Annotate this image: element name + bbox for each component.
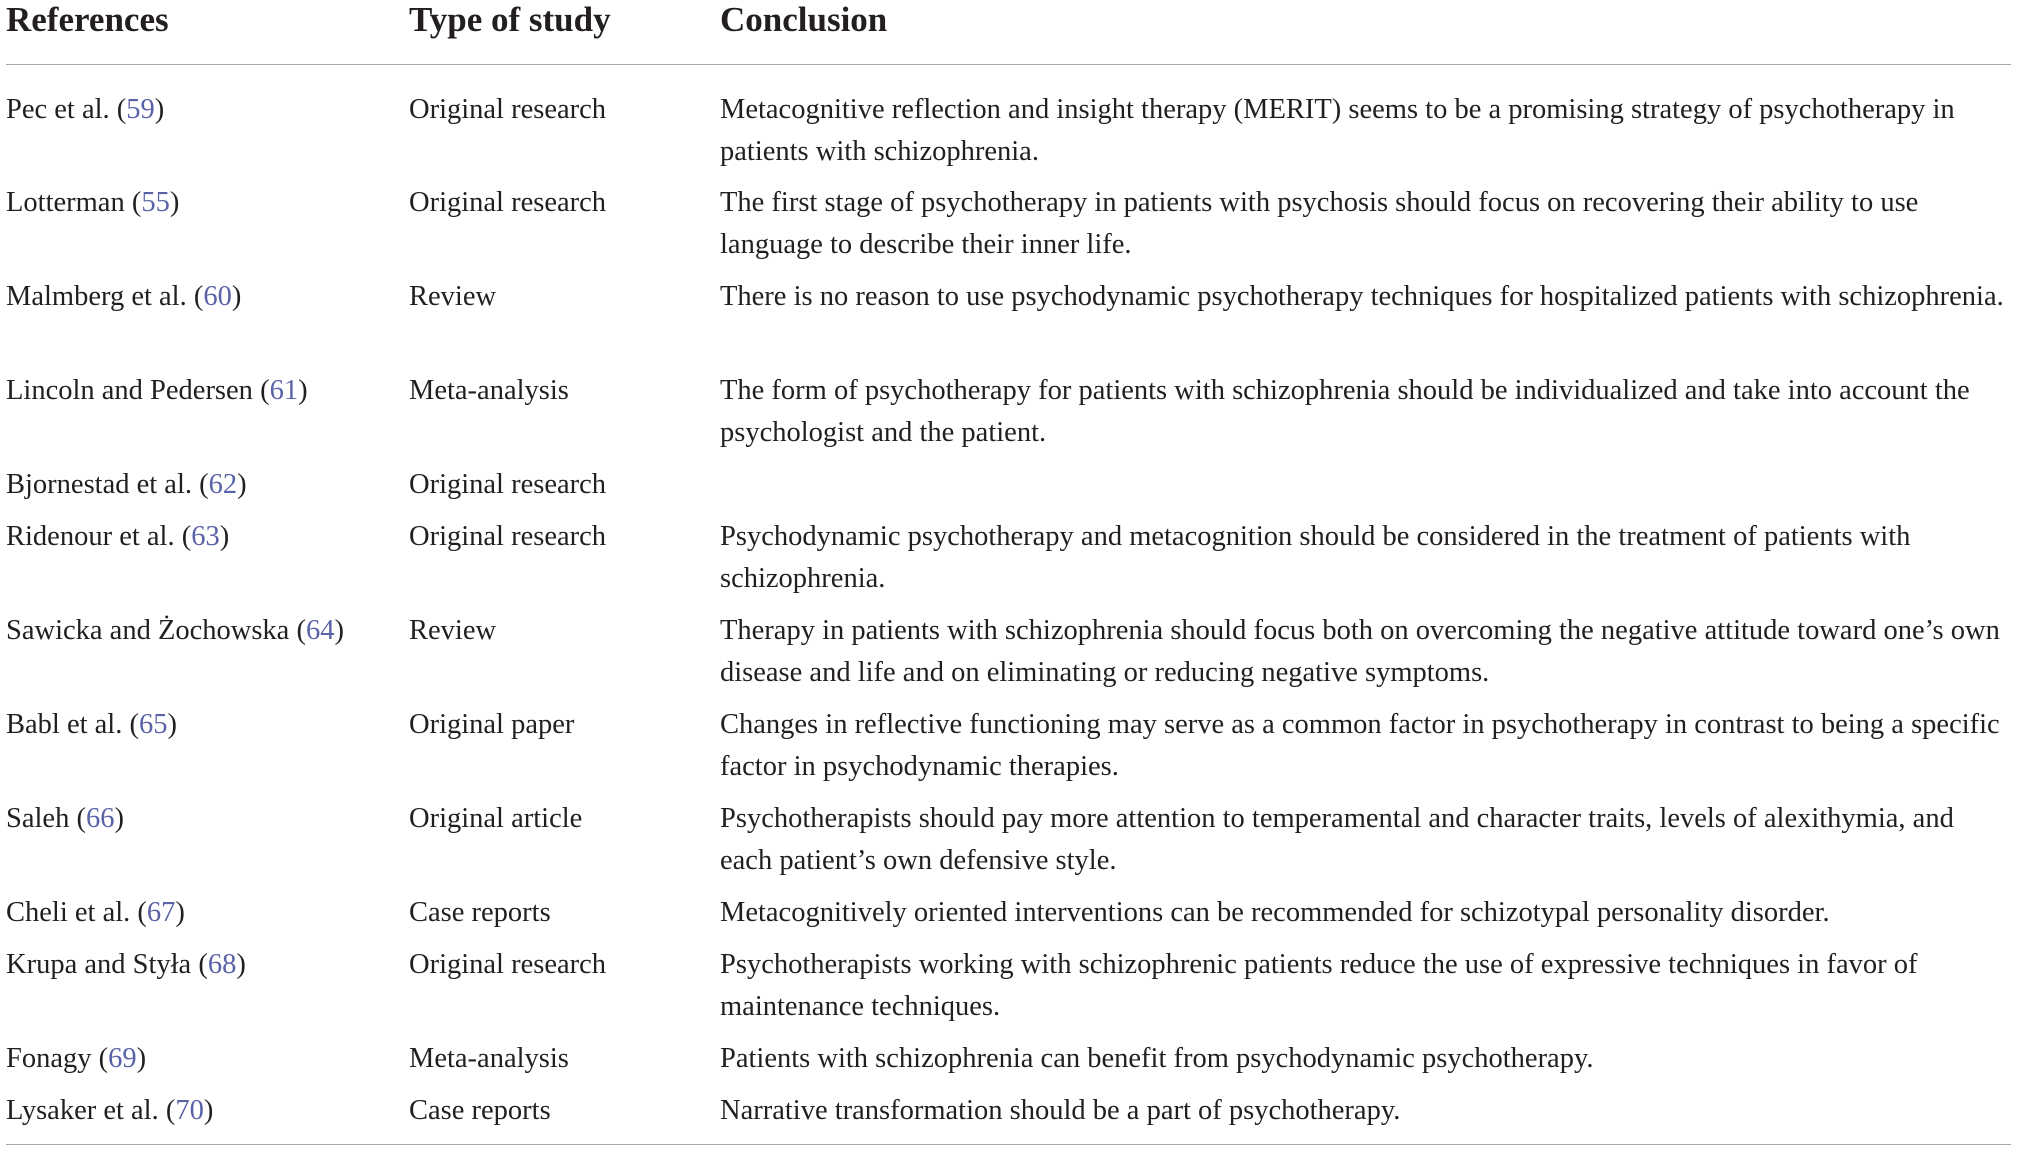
study-type-cell: Case reports <box>409 897 551 928</box>
references-table <box>6 0 2011 1142</box>
study-type-cell: Original research <box>409 949 607 980</box>
conclusion-cell: Metacognitive reflection and insight therapy (MERIT) seems to be a promising strategy of psychotherapy in patients with schizophrenia. <box>720 93 1955 167</box>
study-type-cell: Original research <box>409 521 607 552</box>
table-row <box>6 516 2011 610</box>
reference-author: Babl et al. <box>6 709 123 740</box>
conclusion-cell: Psychodynamic psychotherapy and metacognition should be considered in the treatment of patients with schizophrenia. <box>720 521 1911 594</box>
table-row <box>6 704 2011 798</box>
table-row <box>6 370 2011 464</box>
reference-author: Saleh <box>6 803 70 834</box>
table-row <box>6 464 2011 516</box>
study-type-cell: Original paper <box>409 709 575 740</box>
conclusion-cell: Psychotherapists working with schizophrenic patients reduce the use of expressive techniques in favor of maintenance techniques. <box>720 949 1918 1022</box>
citation-link[interactable]: 63 <box>191 521 220 552</box>
table-row <box>6 610 2011 704</box>
study-type-cell: Original research <box>409 93 607 125</box>
header-conclusion: Conclusion <box>720 0 2011 64</box>
citation-link[interactable]: 55 <box>141 187 170 218</box>
table-row <box>6 182 2011 276</box>
reference-cell: Babl et al. (65) <box>6 709 177 740</box>
conclusion-cell <box>720 464 2011 516</box>
conclusion-cell: Psychotherapists should pay more attention to temperamental and character traits, levels of alexithymia, and each patient’s own defensive style. <box>720 803 1954 876</box>
table-row <box>6 944 2011 1038</box>
reference-author: Pec et al. <box>6 93 110 125</box>
reference-cell: Saleh (66) <box>6 803 124 834</box>
citation-link[interactable]: 60 <box>203 281 232 312</box>
conclusion-cell: There is no reason to use psychodynamic psychotherapy techniques for hospitalized patients with schizophrenia. <box>720 281 2004 312</box>
study-type-cell: Review <box>409 615 497 646</box>
citation-link[interactable]: 67 <box>146 897 176 928</box>
reference-cell: Lysaker et al. (70) <box>6 1095 214 1126</box>
study-type-cell: Review <box>409 281 497 312</box>
conclusion-cell: Patients with schizophrenia can benefit from psychodynamic psychotherapy. <box>720 1043 1594 1074</box>
citation-link[interactable]: 65 <box>138 709 168 740</box>
study-type-cell: Meta-analysis <box>409 375 569 406</box>
citation-link[interactable]: 66 <box>85 803 115 834</box>
conclusion-cell: Metacognitively oriented interventions can be recommended for schizotypal personality disorder. <box>720 897 1830 928</box>
study-type-cell: Case reports <box>409 1095 551 1126</box>
study-type-cell: Original research <box>409 469 607 500</box>
table-row <box>6 892 2011 944</box>
reference-cell: Malmberg et al. (60) <box>6 281 242 312</box>
citation-link[interactable]: 68 <box>207 949 237 980</box>
table-body <box>6 64 2011 1142</box>
citation-link[interactable]: 70 <box>175 1095 204 1126</box>
study-type-cell: Meta-analysis <box>409 1043 569 1074</box>
citation-link[interactable]: 59 <box>126 93 155 125</box>
reference-author: Cheli et al. <box>6 897 131 928</box>
conclusion-cell: Therapy in patients with schizophrenia should focus both on overcoming the negative attitude toward one’s own disease and life and on eliminating or reducing negative symptoms. <box>720 615 2000 688</box>
header-row <box>6 0 2011 64</box>
reference-author: Bjornestad et al. <box>6 469 192 500</box>
reference-cell: Lincoln and Pedersen (61) <box>6 375 308 406</box>
reference-author: Sawicka and Żochowska <box>6 615 290 646</box>
reference-cell: Fonagy (69) <box>6 1043 147 1074</box>
reference-author: Malmberg et al. <box>6 281 187 312</box>
reference-author: Fonagy <box>6 1043 92 1074</box>
reference-cell: Pec et al. (59) <box>6 93 165 125</box>
reference-author: Lotterman <box>6 187 125 218</box>
header-type-of-study: Type of study <box>409 0 720 64</box>
reference-cell: Ridenour et al. (63) <box>6 521 230 552</box>
conclusion-cell: Changes in reflective functioning may serve as a common factor in psychotherapy in contrast to being a specific factor in psychodynamic therapies. <box>720 709 2000 782</box>
citation-link[interactable]: 61 <box>269 375 299 406</box>
conclusion-cell: The form of psychotherapy for patients with schizophrenia should be individualized and take into account the psychologist and the patient. <box>720 375 1970 448</box>
table-row <box>6 1038 2011 1090</box>
reference-cell: Sawicka and Żochowska (64) <box>6 615 344 646</box>
conclusion-cell: Narrative transformation should be a part of psychotherapy. <box>720 1095 1401 1126</box>
reference-cell: Lotterman (55) <box>6 187 180 218</box>
reference-cell: Krupa and Styła (68) <box>6 949 246 980</box>
study-type-cell: Original research <box>409 187 607 218</box>
citation-link[interactable]: 69 <box>108 1043 137 1074</box>
table-row <box>6 798 2011 892</box>
table-bottom-rule <box>6 1144 2011 1145</box>
citation-link[interactable]: 64 <box>305 615 335 646</box>
reference-cell: Cheli et al. (67) <box>6 897 185 928</box>
table-row <box>6 64 2011 182</box>
table-row <box>6 1090 2011 1142</box>
reference-cell: Bjornestad et al. (62) <box>6 469 247 500</box>
reference-author: Lysaker et al. <box>6 1095 159 1126</box>
reference-author: Lincoln and Pedersen <box>6 375 253 406</box>
citation-link[interactable]: 62 <box>208 469 238 500</box>
table-header <box>6 0 2011 64</box>
references-table-container <box>6 0 2011 1142</box>
header-references: References <box>6 0 409 64</box>
study-type-cell: Original article <box>409 803 583 834</box>
reference-author: Ridenour et al. <box>6 521 175 552</box>
reference-author: Krupa and Styła <box>6 949 192 980</box>
table-row <box>6 276 2011 370</box>
conclusion-cell: The first stage of psychotherapy in patients with psychosis should focus on recovering their ability to use language to describe their inner life. <box>720 187 1919 260</box>
